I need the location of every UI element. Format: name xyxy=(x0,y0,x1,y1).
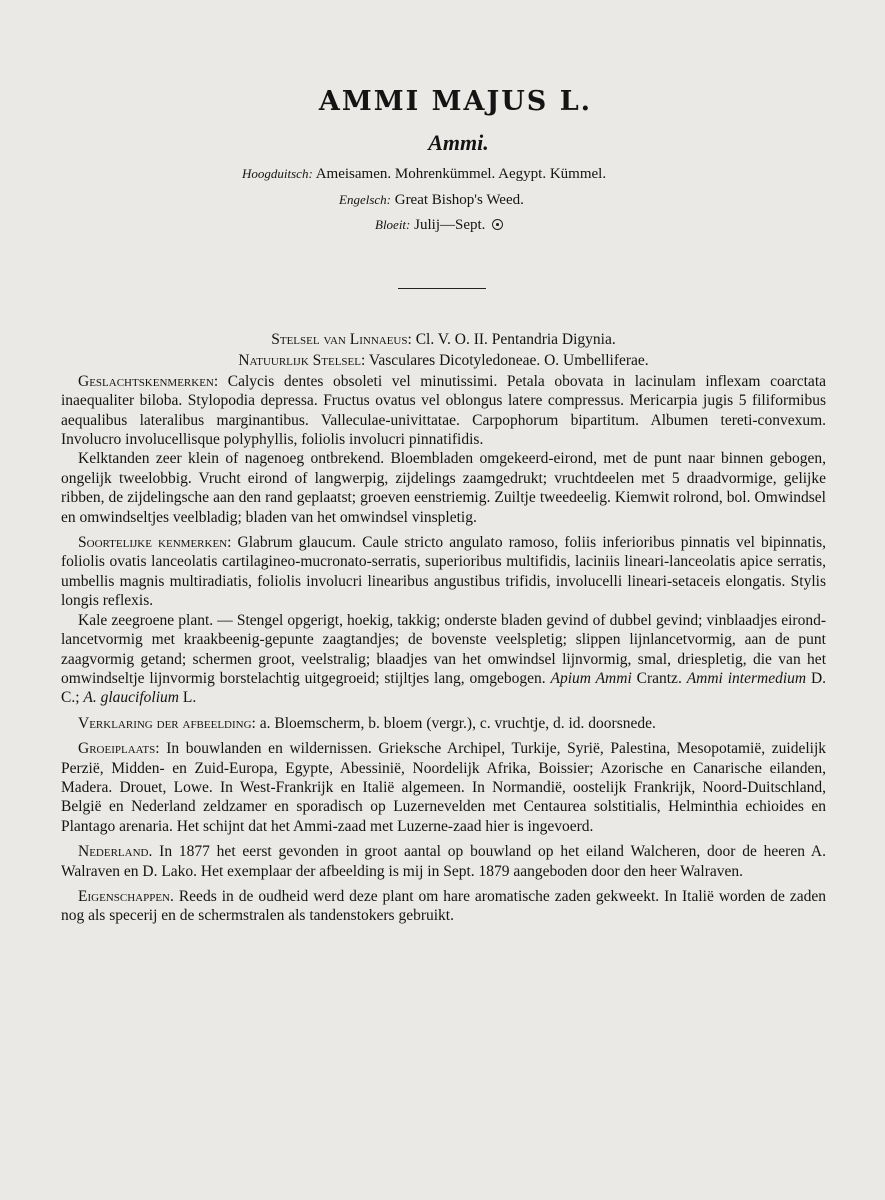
engelsch-label: Engelsch: xyxy=(339,192,391,207)
linnaeus-paragraph xyxy=(61,330,826,349)
groeiplaats-text: In bouwlanden en wildernissen. Grieksche Archipel, Turkije, Syrië, Palestina, Mesopotamië, zuidelijk Perzië, Midden- en Zuid-Europa, Egypte, Abessinië, Noordelijk Afrika, Boissier; Azorische en Canarische eilanden, Madera. Drouet, Lowe. In West-Frankrijk en Italië algemeen. In Normandië, oostelijk Frankrijk, Noord-Duitschland, België en Nederland zeldzamer en sporadisch op Luzernevelden met Centaurea solstitialis, Helminthia echioides en Plantago arenaria. Het schijnt dat het Ammi-zaad met Luzerne-zaad hier is ingevoerd. xyxy=(61,740,827,835)
hoogduitsch-text: Ameisamen. Mohrenkümmel. Aegypt. Kümmel. xyxy=(315,166,607,182)
synonym-1-author: Crantz. xyxy=(636,669,682,687)
synonym-2-author: D. C.; xyxy=(61,669,827,707)
verklaring-label: Verklaring der afbeelding: xyxy=(78,714,256,732)
soort-label: Soortelijke kenmerken: xyxy=(78,534,232,552)
engelsch-line xyxy=(339,192,524,209)
bloeit-line xyxy=(375,217,503,234)
verklaring-paragraph xyxy=(61,714,826,733)
nederland-label: Nederland. xyxy=(78,843,153,861)
bloeit-text: Julij—Sept. xyxy=(414,217,486,233)
eigenschappen-text: Reeds in de oudheid werd deze plant om hare aromatische zaden gekweekt. In Italië worden de zaden nog als specerij en de schermstralen als tandenstokers gebruikt. xyxy=(61,887,827,925)
bloeit-label: Bloeit: xyxy=(375,217,411,232)
synonym-2: Ammi intermedium xyxy=(686,669,807,687)
hoogduitsch-line xyxy=(242,166,606,183)
page-title: AMMI MAJUS L. xyxy=(318,86,593,117)
geslacht-text: Calycis dentes obsoleti vel minutissimi. Petala obovata in lacinulam inflexam coarctata inaequaliter biloba. Stylopodia depressa. Fructus ovatus vel oblongus latere compressus. Mericarpia jugis 5 filiformibus aequalibus lateralibus marginantibus. Valleculae-univittatae. Carpophorum bipartitum. Albumen tereti-convexum. Involucro involucellisque polyphyllis, foliolis involucri pinnatifidis. xyxy=(61,372,827,449)
synonym-3: A. glaucifolium xyxy=(83,689,179,707)
nederland-paragraph xyxy=(61,842,826,881)
groeiplaats-paragraph xyxy=(61,739,826,836)
geslacht-nl-paragraph: Kelktanden zeer klein of nagenoeg ontbrekend. Bloembladen omgekeerd-eirond, met de punt naar binnen gebogen, ongelijk tweelobbig. Vrucht eirond of langwerpig, zijdelings zaamgedrukt; vruchtdeelen met 5 draadvormige, gelijke ribben, de zijdelingsche aan den rand geplaatst; groeven eenstriemig. Zuiltje tweedeelig. Kiemwit rolrond, bol. Omwindsel en omwindseltjes veelbladig; bladen van het omwindsel vinspletig. xyxy=(61,450,826,526)
linnaeus-label: Stelsel van Linnaeus: xyxy=(271,331,412,348)
engelsch-text: Great Bishop's Weed. xyxy=(394,192,524,208)
page-subtitle: Ammi. xyxy=(428,130,489,155)
geslacht-label: Geslachtskenmerken: xyxy=(78,372,219,390)
natuurlijk-label: Natuurlijk Stelsel: xyxy=(238,352,366,370)
geslacht-paragraph xyxy=(61,372,826,450)
soort-paragraph xyxy=(61,533,826,611)
soort-nl-paragraph xyxy=(61,611,826,708)
divider-rule xyxy=(398,288,486,289)
soort-text: Glabrum glaucum. Caule stricto angulato ramoso, foliis inferioribus pinnatis vel bipinnatis, foliolis ovatis lanceolatis cartilagineo-mucronato-serratis, superioribus multifidis, laciniis lineari-lanceolatis apice serratis, umbellis magnis multiradiatis, foliolis involucri linearibus angustibus trifidis, involucelli lineari-setaceis elongatis. Stylis longis reflexis. xyxy=(61,534,827,610)
soort-nl-text: Kale zeegroene plant. — Stengel opgerigt, hoekig, takkig; onderste bladen gevind of dubbel gevind; vinblaadjes eirond-lancetvormig met kraakbeenig-gepunte zaagtandjes; de bovenste veelspletig; slippen lijnlancetvormig, aan de punt zaagvormig getand; schermen groot, veelstralig; blaadjes van het omwindsel lijnvormig, smal, driespletig, die van het omwindseltje lijnvormig borstelachtig uitgegroeid; stijltjes lang, omgebogen. xyxy=(61,611,826,687)
document-body xyxy=(61,330,826,926)
synonym-3-author: L. xyxy=(182,689,197,707)
synonym-1: Apium Ammi xyxy=(550,669,632,687)
hoogduitsch-label: Hoogduitsch: xyxy=(242,166,313,181)
natuurlijk-text: Vasculares Dicotyledoneae. O. Umbelliferae. xyxy=(368,352,649,370)
eigenschappen-label: Eigenschappen. xyxy=(78,887,174,905)
linnaeus-text: Cl. V. O. II. Pentandria Digynia. xyxy=(415,331,616,348)
natuurlijk-paragraph xyxy=(61,351,826,370)
verklaring-text: a. Bloemscherm, b. bloem (vergr.), c. vruchtje, d. id. doorsnede. xyxy=(259,714,656,732)
nederland-text: In 1877 het eerst gevonden in groot aantal op bouwland op het eiland Walcheren, door de heeren A. Walraven en D. Lako. Het exemplaar der afbeelding is mij in Sept. 1879 aangeboden door den heer Walraven. xyxy=(61,843,827,880)
eigenschappen-paragraph xyxy=(61,887,826,926)
annual-symbol-icon xyxy=(492,219,503,230)
groeiplaats-label: Groeiplaats: xyxy=(78,740,160,758)
